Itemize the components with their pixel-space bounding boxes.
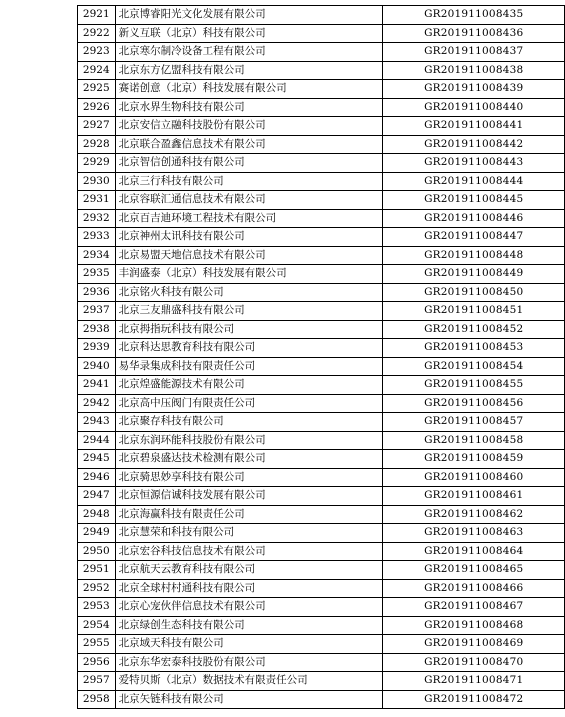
certificate-number-cell: GR201911008455 [383,376,565,395]
company-name-cell: 易华录集成科技有限责任公司 [115,357,383,376]
seq-cell: 2939 [78,339,116,358]
seq-cell: 2955 [78,635,116,654]
table-row [78,61,565,80]
certificate-number-cell: GR201911008466 [383,579,565,598]
seq-cell: 2928 [78,135,116,154]
company-name-cell: 北京恒源信诚科技发展有限公司 [115,487,383,506]
certificate-number-cell: GR201911008449 [383,265,565,284]
certificate-number-cell: GR201911008470 [383,653,565,672]
seq-cell: 2927 [78,117,116,136]
seq-cell: 2932 [78,209,116,228]
company-name-cell: 北京联合盈鑫信息技术有限公司 [115,135,383,154]
certificate-number-cell: GR201911008453 [383,339,565,358]
company-name-cell: 北京矢链科技有限公司 [115,690,383,709]
certificate-number-cell: GR201911008461 [383,487,565,506]
company-name-cell: 北京铭火科技有限公司 [115,283,383,302]
company-name-cell: 北京慧荣和科技有限公司 [115,524,383,543]
certificate-number-cell: GR201911008462 [383,505,565,524]
certificate-number-cell: GR201911008438 [383,61,565,80]
company-name-cell: 北京碧泉盛达技术检测有限公司 [115,450,383,469]
seq-cell: 2954 [78,616,116,635]
company-name-cell: 北京高中压阀门有限责任公司 [115,394,383,413]
seq-cell: 2956 [78,653,116,672]
certificate-number-cell: GR201911008459 [383,450,565,469]
certificate-number-cell: GR201911008436 [383,24,565,43]
certificate-number-cell: GR201911008472 [383,690,565,709]
company-name-cell: 北京聚存科技有限公司 [115,413,383,432]
certificate-number-cell: GR201911008457 [383,413,565,432]
certificate-number-cell: GR201911008468 [383,616,565,635]
table-row [78,43,565,62]
table-row [78,339,565,358]
certificate-number-cell: GR201911008467 [383,598,565,617]
certificate-number-cell: GR201911008469 [383,635,565,654]
table-row [78,283,565,302]
seq-cell: 2925 [78,80,116,99]
seq-cell: 2945 [78,450,116,469]
seq-cell: 2923 [78,43,116,62]
seq-cell: 2943 [78,413,116,432]
seq-cell: 2933 [78,228,116,247]
certificate-number-cell: GR201911008451 [383,302,565,321]
certificate-number-cell: GR201911008444 [383,172,565,191]
table-row [78,579,565,598]
table-row [78,598,565,617]
table-row [78,6,565,25]
table-row [78,98,565,117]
seq-cell: 2937 [78,302,116,321]
table-row [78,117,565,136]
table-row [78,357,565,376]
certificate-number-cell: GR201911008446 [383,209,565,228]
company-name-cell: 北京域天科技有限公司 [115,635,383,654]
company-name-cell: 北京宏谷科技信息技术有限公司 [115,542,383,561]
seq-cell: 2948 [78,505,116,524]
table-row [78,191,565,210]
certificate-number-cell: GR201911008463 [383,524,565,543]
table-row [78,246,565,265]
seq-cell: 2957 [78,672,116,691]
table-row [78,302,565,321]
table-row [78,320,565,339]
table-row [78,505,565,524]
certificate-number-cell: GR201911008448 [383,246,565,265]
certificate-number-cell: GR201911008443 [383,154,565,173]
table-row [78,265,565,284]
company-name-cell: 北京心宠伙伴信息技术有限公司 [115,598,383,617]
table-row [78,80,565,99]
company-name-cell: 新义互联（北京）科技有限公司 [115,24,383,43]
table-row [78,24,565,43]
company-name-cell: 丰润盛泰（北京）科技发展有限公司 [115,265,383,284]
company-name-cell: 北京安信立融科技股份有限公司 [115,117,383,136]
seq-cell: 2946 [78,468,116,487]
table-row [78,450,565,469]
table-row [78,135,565,154]
company-name-cell: 北京智信创通科技有限公司 [115,154,383,173]
seq-cell: 2922 [78,24,116,43]
table-row [78,635,565,654]
company-name-cell: 北京航天云教育科技有限公司 [115,561,383,580]
seq-cell: 2929 [78,154,116,173]
seq-cell: 2953 [78,598,116,617]
table-row [78,154,565,173]
table-body [78,6,565,709]
seq-cell: 2947 [78,487,116,506]
seq-cell: 2949 [78,524,116,543]
certificate-number-cell: GR201911008450 [383,283,565,302]
table-row [78,524,565,543]
company-name-cell: 北京东方亿盟科技有限公司 [115,61,383,80]
enterprise-table [77,5,565,709]
seq-cell: 2952 [78,579,116,598]
company-name-cell: 北京全球村村通科技有限公司 [115,579,383,598]
table-row [78,561,565,580]
table-row [78,653,565,672]
table-row [78,468,565,487]
certificate-number-cell: GR201911008445 [383,191,565,210]
certificate-number-cell: GR201911008458 [383,431,565,450]
seq-cell: 2938 [78,320,116,339]
certificate-number-cell: GR201911008437 [383,43,565,62]
seq-cell: 2931 [78,191,116,210]
seq-cell: 2958 [78,690,116,709]
company-name-cell: 北京百吉迪环境工程技术有限公司 [115,209,383,228]
certificate-number-cell: GR201911008456 [383,394,565,413]
company-name-cell: 北京绿创生态科技有限公司 [115,616,383,635]
table-row [78,376,565,395]
certificate-number-cell: GR201911008447 [383,228,565,247]
seq-cell: 2935 [78,265,116,284]
seq-cell: 2924 [78,61,116,80]
company-name-cell: 北京神州太讯科技有限公司 [115,228,383,247]
certificate-number-cell: GR201911008435 [383,6,565,25]
certificate-number-cell: GR201911008471 [383,672,565,691]
table-row [78,394,565,413]
table-row [78,487,565,506]
company-name-cell: 赛诺创意（北京）科技发展有限公司 [115,80,383,99]
company-name-cell: 北京海赢科技有限责任公司 [115,505,383,524]
company-name-cell: 北京东润环能科技股份有限公司 [115,431,383,450]
seq-cell: 2936 [78,283,116,302]
certificate-number-cell: GR201911008440 [383,98,565,117]
table-row [78,690,565,709]
seq-cell: 2941 [78,376,116,395]
seq-cell: 2944 [78,431,116,450]
table-row [78,172,565,191]
table-row [78,616,565,635]
company-name-cell: 北京煌盛能源技术有限公司 [115,376,383,395]
company-name-cell: 北京三行科技有限公司 [115,172,383,191]
table-row [78,209,565,228]
certificate-number-cell: GR201911008460 [383,468,565,487]
company-name-cell: 北京骑思妙享科技有限公司 [115,468,383,487]
company-name-cell: 北京博睿阳光文化发展有限公司 [115,6,383,25]
certificate-number-cell: GR201911008452 [383,320,565,339]
seq-cell: 2951 [78,561,116,580]
company-name-cell: 爱特贝斯（北京）数据技术有限责任公司 [115,672,383,691]
company-name-cell: 北京东华宏泰科技股份有限公司 [115,653,383,672]
seq-cell: 2942 [78,394,116,413]
table-row [78,542,565,561]
company-name-cell: 北京容联汇通信息技术有限公司 [115,191,383,210]
certificate-number-cell: GR201911008441 [383,117,565,136]
company-name-cell: 北京三友鼎盛科技有限公司 [115,302,383,321]
seq-cell: 2930 [78,172,116,191]
seq-cell: 2950 [78,542,116,561]
seq-cell: 2934 [78,246,116,265]
seq-cell: 2940 [78,357,116,376]
certificate-number-cell: GR201911008465 [383,561,565,580]
company-name-cell: 北京水界生物科技有限公司 [115,98,383,117]
seq-cell: 2926 [78,98,116,117]
company-name-cell: 北京拇指玩科技有限公司 [115,320,383,339]
certificate-number-cell: GR201911008442 [383,135,565,154]
company-name-cell: 北京科达思教育科技有限公司 [115,339,383,358]
certificate-number-cell: GR201911008439 [383,80,565,99]
table-row [78,228,565,247]
certificate-number-cell: GR201911008454 [383,357,565,376]
company-name-cell: 北京易盟天地信息技术有限公司 [115,246,383,265]
company-name-cell: 北京寒尔制冷设备工程有限公司 [115,43,383,62]
certificate-number-cell: GR201911008464 [383,542,565,561]
table-row [78,672,565,691]
seq-cell: 2921 [78,6,116,25]
table-row [78,431,565,450]
table-row [78,413,565,432]
